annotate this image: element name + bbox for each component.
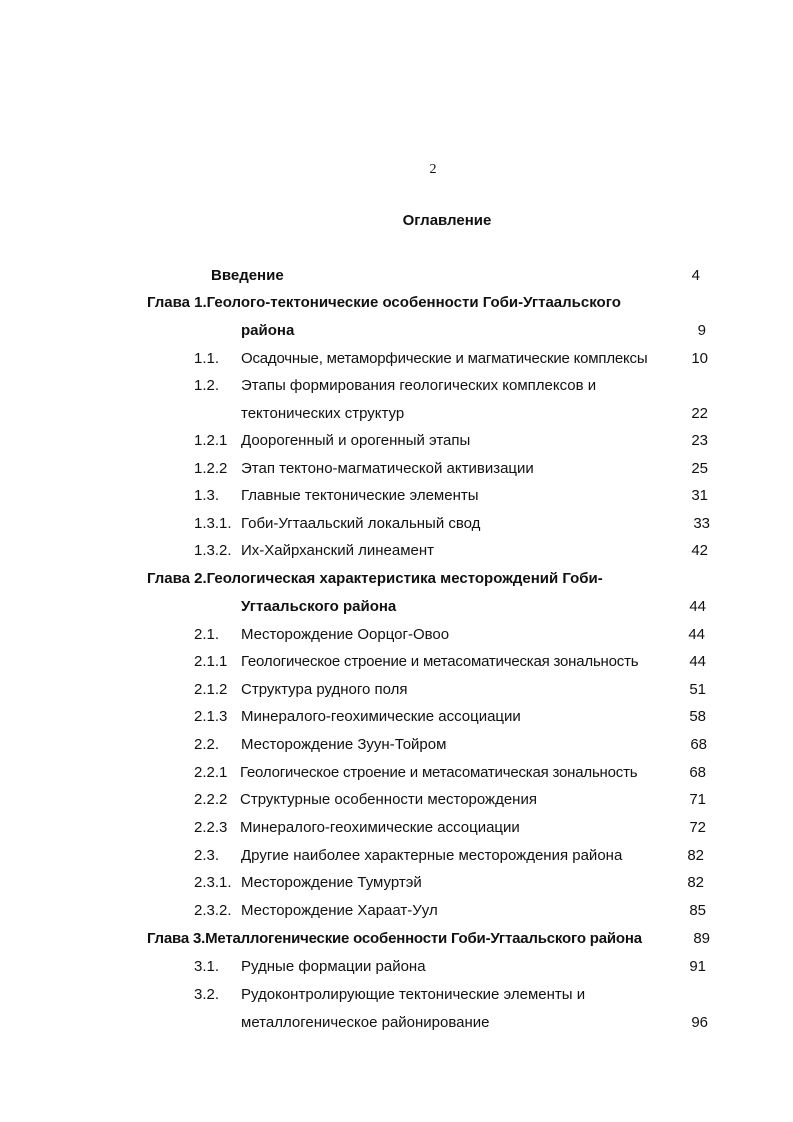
toc-entry-number: 1.2.1: [194, 432, 228, 449]
toc-entry-title: Геологическая характеристика месторождений Гоби-: [206, 570, 603, 587]
toc-entry-page: 68: [690, 736, 707, 753]
toc-entry-title: Геолого-тектонические особенности Гоби-Угтаальского: [206, 294, 621, 311]
toc-entry-title: Металлогенические особенности Гоби-Угтаальского района: [205, 930, 642, 947]
toc-title: Оглавление: [402, 212, 492, 229]
toc-entry-title: Их-Хайрханский линеамент: [241, 542, 435, 559]
toc-entry-number: 1.2.2: [194, 460, 228, 477]
toc-entry-number: 2.3.: [194, 847, 220, 864]
toc-entry-title: Этап тектоно-магматической активизации: [241, 460, 534, 477]
toc-entry-title: Структура рудного поля: [241, 681, 408, 698]
toc-entry-title-cont: тектонических структур: [241, 405, 405, 422]
toc-entry-title: Осадочные, метаморфические и магматические комплексы: [241, 350, 648, 367]
toc-entry-page: 51: [689, 681, 706, 698]
toc-entry-title: Геологическое строение и метасоматическая зональность: [241, 653, 639, 670]
toc-entry-number: 2.3.1.: [194, 874, 232, 891]
toc-entry-number: Глава 2.: [147, 570, 207, 587]
toc-chapter-heading: [147, 570, 603, 588]
toc-entry-title: Месторождение Тумуртэй: [241, 874, 422, 891]
toc-entry-title: Главные тектонические элементы: [241, 487, 479, 504]
toc-entry-title: Рудные формации района: [241, 958, 426, 975]
toc-entry-page: 22: [691, 405, 708, 422]
toc-entry-number: 3.1.: [194, 958, 220, 975]
toc-entry-page: 31: [691, 487, 708, 504]
toc-entry-number: 2.1.: [194, 626, 220, 643]
toc-entry-number: 2.2.: [194, 736, 220, 753]
toc-entry-page: 44: [689, 598, 706, 615]
toc-entry-title: Гоби-Угтаальский локальный свод: [241, 515, 481, 532]
toc-entry-page: 10: [691, 350, 708, 367]
toc-entry-title: Геологическое строение и метасоматическая зональность: [240, 764, 638, 781]
toc-entry-page: 82: [687, 847, 704, 864]
toc-entry-number: 1.1.: [194, 350, 220, 367]
toc-entry-page: 96: [691, 1014, 708, 1031]
toc-chapter-heading: [147, 294, 621, 312]
toc-entry-page: 91: [689, 958, 706, 975]
toc-entry-number: 2.1.1: [194, 653, 228, 670]
toc-entry-title: Этапы формирования геологических комплексов и: [241, 377, 597, 394]
toc-entry-title: Доорогенный и орогенный этапы: [241, 432, 471, 449]
toc-entry-title-cont: металлогеническое районирование: [241, 1014, 490, 1031]
toc-entry-number: 1.2.: [194, 377, 220, 394]
toc-entry-title: Структурные особенности месторождения: [240, 791, 537, 808]
toc-entry-page: 72: [689, 819, 706, 836]
toc-entry-title-cont: Угтаальского района: [241, 598, 397, 615]
toc-entry-number: 2.1.3: [194, 708, 228, 725]
toc-entry-number: 2.3.2.: [194, 902, 232, 919]
toc-entry-page: 58: [689, 708, 706, 725]
toc-entry-number: 2.2.1: [194, 764, 228, 781]
toc-entry-title: Рудоконтролирующие тектонические элементы и: [241, 986, 586, 1003]
toc-entry-title: Введение: [211, 267, 284, 284]
toc-entry-title: Другие наиболее характерные месторождения района: [241, 847, 623, 864]
toc-entry-page: 82: [687, 874, 704, 891]
toc-entry-page: 9: [697, 322, 706, 339]
toc-entry-title: Месторождение Хараат-Уул: [241, 902, 438, 919]
toc-entry-number: 1.3.: [194, 487, 220, 504]
toc-entry-number: 2.1.2: [194, 681, 228, 698]
toc-entry-page: 44: [688, 626, 705, 643]
toc-entry-number: Глава 3.: [147, 930, 206, 947]
toc-entry-number: 3.2.: [194, 986, 220, 1003]
toc-entry-page: 89: [693, 930, 710, 947]
toc-entry-title: Минералого-геохимические ассоциации: [240, 819, 520, 836]
toc-entry-number: 1.3.2.: [194, 542, 232, 559]
toc-entry-number: Глава 1.: [147, 294, 207, 311]
toc-entry-title: Минералого-геохимические ассоциации: [241, 708, 521, 725]
page-number: 2: [429, 162, 437, 177]
toc-entry-page: 85: [689, 902, 706, 919]
toc-entry-number: 2.2.3: [194, 819, 228, 836]
toc-entry-page: 68: [689, 764, 706, 781]
toc-entry-page: 42: [691, 542, 708, 559]
toc-entry-title-cont: района: [241, 322, 295, 339]
toc-entry-title: Месторождение Зуун-Тойром: [241, 736, 447, 753]
toc-chapter-heading: [147, 930, 642, 948]
toc-entry-page: 25: [691, 460, 708, 477]
toc-entry-page: 44: [689, 653, 706, 670]
toc-entry-number: 1.3.1.: [194, 515, 232, 532]
toc-entry-page: 23: [691, 432, 708, 449]
toc-entry-page: 71: [689, 791, 706, 808]
toc-entry-title: Месторождение Оорцог-Овоо: [241, 626, 450, 643]
toc-entry-page: 33: [693, 515, 710, 532]
toc-entry-number: 2.2.2: [194, 791, 228, 808]
toc-entry-page: 4: [691, 267, 700, 284]
